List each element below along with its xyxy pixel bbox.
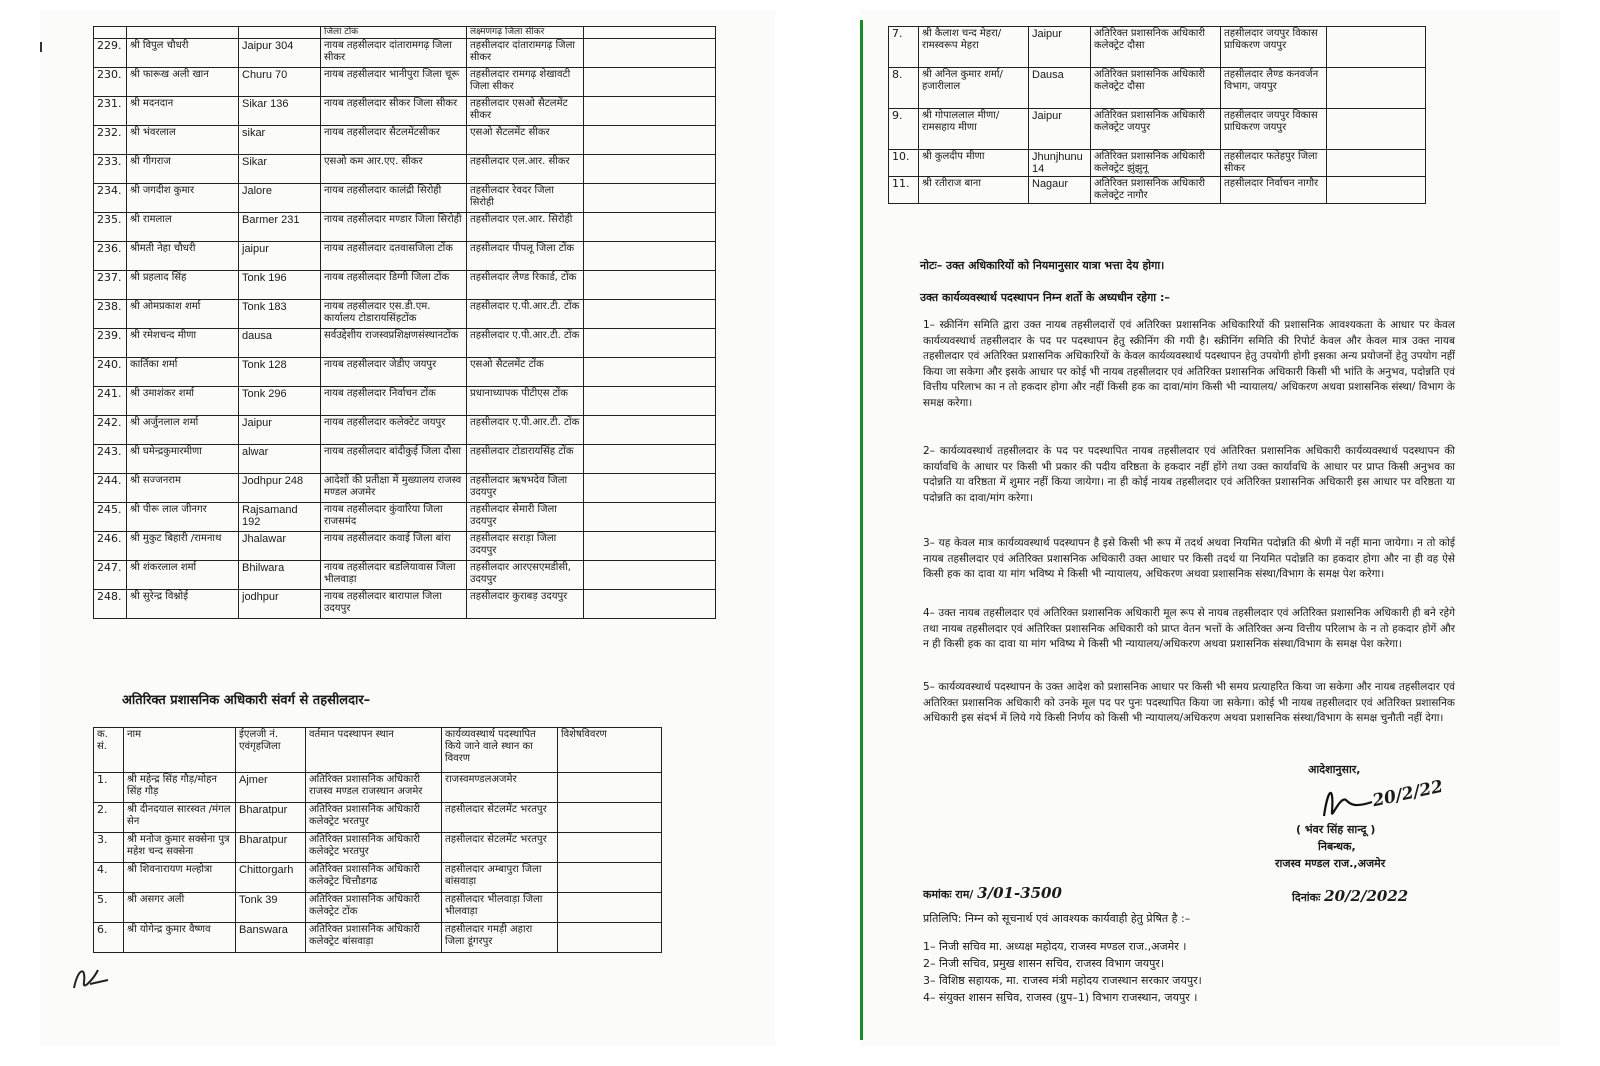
table-row	[94, 329, 716, 358]
cell-new: तहसीलदार फतेहपुर जिला सीकर	[1221, 150, 1327, 177]
table-row	[94, 184, 716, 213]
cell-name: श्री कुलदीप मीणा	[919, 150, 1029, 177]
condition-paragraph: 2– कार्यव्यवस्थार्थ तहसीलदार के पद पर पदस्थापित नायब तहसीलदार एवं अतिरिक्त प्रशासनिक अधिकारी कार्यव्यवस्थार्थ पदस्थापन की कार्यावधि के आधार पर किसी भी प्रकार की पदीय वरिष्ठता के हकदार नहीं होंगे तथा उक्त कार्यावधि के आधार पर प्राप्त किसी अनुभव का पदोन्नति या वरिष्ठता में शुमार नहीं किया जायेगा। ना ही कोई नायब तहसीलदार एवं अतिरिक्त प्रशासनिक अधिकारी इस आधार पर वरिष्ठता या पदोन्नति का दावा/मांग करेगा।	[923, 445, 1455, 504]
cell-sn: 229.	[94, 39, 127, 68]
signature-date: 20/2/22	[1370, 776, 1445, 812]
by-order-label: आदेशानुसार,	[1308, 763, 1361, 776]
cell-name: श्री असगर अली	[124, 893, 236, 923]
cell-sn: 234.	[94, 184, 127, 213]
table-row	[94, 773, 662, 803]
cell-new: तहसीलदार दांतारामगढ़ जिला सीकर	[467, 39, 584, 68]
cell-new: तहसीलदार सेटलमेंट भरतपुर	[442, 833, 558, 863]
cell-name: श्रीमती नेहा चौधरी	[127, 242, 239, 271]
cell-dist: Tonk 296	[239, 387, 321, 416]
table-row	[94, 532, 716, 561]
cell-name: कार्तिका शर्मा	[127, 358, 239, 387]
cell-dist: Jodhpur 248	[239, 474, 321, 503]
cell-new: तहसीलदार ऋषभदेव जिला उदयपुर	[467, 474, 584, 503]
cell-new: तहसीलदार कुराबड़ उदयपुर	[467, 590, 584, 619]
cell-sn: 239.	[94, 329, 127, 358]
cell-dist: Sikar 136	[239, 97, 321, 126]
cell-name: श्री रमेशचन्द मीणा	[127, 329, 239, 358]
cell-dist: Jalore	[239, 184, 321, 213]
copy-to-item: 2– निजी सचिव, प्रमुख शासन सचिव, राजस्व विभाग जयपुर।	[923, 957, 1165, 970]
cell-dist: sikar	[239, 126, 321, 155]
cell-current: नायब तहसीलदार कलेक्टेट जयपुर	[321, 416, 467, 445]
table-row	[94, 561, 716, 590]
cell-sn: 11.	[889, 177, 919, 204]
table-row	[94, 445, 716, 474]
cell-sn: 246.	[94, 532, 127, 561]
condition-paragraph: 1– स्क्रीनिंग समिति द्वारा उक्त नायब तहसीलदारों एवं अतिरिक्त प्रशासनिक अधिकारियों की प्रशासनिक आवश्यकता के आधार पर केवल कार्यव्यवस्थार्थ तहसीलदार के पद पर पदस्थापन हेतु स्क्रीनिंग की गयी है। स्क्रीनिंग समिति की रिपोर्ट केवल और केवल मात्र उक्त नायब तहसीलदार एवं अतिरिक्त प्रशासनिक अधिकारियों के केवल कार्यव्यवस्थार्थ पदस्थापन हेतु उपयोगी होगी इसका अन्य प्रयोजनों हेतु उपयोग नहीं किया जा सकेगा और इसके आधार पर कोई भी नायब तहसीलदार एवं अतिरिक्त प्रशासनिक अधिकारी किसी भी भांति के अनुभव, पदोन्नति एवं वित्तीय परिलाभ का न तो हकदार होगा और नहीं किसी हक का दावा/मांग किसी भी न्यायालय/ अधिकरण अथवा प्रशासनिक संस्था/ विभाग के समक्ष करेगा।	[923, 319, 1455, 409]
cell-remarks	[584, 39, 716, 68]
cell-dist: Sikar	[239, 155, 321, 184]
cell-sn: 235.	[94, 213, 127, 242]
cell-remarks	[584, 474, 716, 503]
cell-new: तहसीलदार ए.पी.आर.टी. टोंक	[467, 329, 584, 358]
cell-new: तहसीलदार गमड़ी अहारा जिला डूंगरपुर	[442, 923, 558, 953]
cell-current: आदेशों की प्रतीक्षा में मुख्यालय राजस्व मण्डल अजमेर	[321, 474, 467, 503]
cell-current: नायब तहसीलदार दतवासजिला टोंक	[321, 242, 467, 271]
cell-dist: Bhilwara	[239, 561, 321, 590]
cell-dist: Jaipur	[1029, 27, 1091, 68]
copy-to-item: 4– संयुक्त शासन सचिव, राजस्व (ग्रुप–1) विभाग राजस्थान, जयपुर ।	[923, 991, 1198, 1004]
cell-name: श्री जगदीश कुमार	[127, 184, 239, 213]
cell-remarks	[584, 329, 716, 358]
cell-dist: Tonk 183	[239, 300, 321, 329]
cell-sn: 247.	[94, 561, 127, 590]
cell-dist: Jaipur 304	[239, 39, 321, 68]
cell-current: नायब तहसीलदार भानीपुरा जिला चूरू	[321, 68, 467, 97]
cell-remarks	[1327, 27, 1426, 68]
cell-dist: Rajsamand 192	[239, 503, 321, 532]
cell-sn: 6.	[94, 923, 124, 953]
binder-mark	[40, 42, 42, 52]
cell-remarks	[584, 213, 716, 242]
cell-name: श्री मुकुट बिहारी /रामनाथ	[127, 532, 239, 561]
cell-new: तहसीलदार सेमारी जिला उदयपुर	[467, 503, 584, 532]
cell-name: श्री सज्जनराम	[127, 474, 239, 503]
table-row	[94, 155, 716, 184]
cell-remarks	[584, 242, 716, 271]
cell-name: श्री महेन्द्र सिंह गौड़/मोहन सिंह गौड़	[124, 773, 236, 803]
transfer-list-body	[94, 27, 716, 619]
cell-current: अतिरिक्त प्रशासनिक अधिकारी कलेक्ट्रेट भरतपुर	[306, 803, 442, 833]
signer-office: राजस्व मण्डल राज.,अजमेर	[1275, 857, 1386, 870]
table-cell: लक्ष्मणगढ़ जिला सीकर	[467, 27, 584, 39]
cell-new: तहसीलदार जयपुर विकास प्राधिकरण जयपुर	[1221, 27, 1327, 68]
signature	[1320, 782, 1380, 822]
section-heading: अतिरिक्त प्रशासनिक अधिकारी संवर्ग से तहसीलदार–	[122, 693, 371, 708]
cell-dist: Tonk 128	[239, 358, 321, 387]
table-row	[94, 416, 716, 445]
cell-new: तहसीलदार सेटलमेंट भरतपुर	[442, 803, 558, 833]
table-header-row	[94, 728, 662, 773]
cell-name: श्री प्रहलाद सिंह	[127, 271, 239, 300]
cell-sn: 236.	[94, 242, 127, 271]
cell-name: श्री रामलाल	[127, 213, 239, 242]
cell-new: तहसीलदार सराड़ा जिला उदयपुर	[467, 532, 584, 561]
cell-sn: 231.	[94, 97, 127, 126]
cell-name: श्री गीगराज	[127, 155, 239, 184]
cell-sn: 245.	[94, 503, 127, 532]
cell-new: तहसीलदार अम्बापुरा जिला बांसवाड़ा	[442, 863, 558, 893]
table-cell	[584, 27, 716, 39]
cell-name: श्री शंकरलाल शर्मा	[127, 561, 239, 590]
cell-current: एसओ कम आर.एए. सीकर	[321, 155, 467, 184]
table-row	[94, 97, 716, 126]
transfer-list-body	[889, 27, 1426, 204]
cell-name: श्री घमेन्द्रकुमारमीणा	[127, 445, 239, 474]
cell-sn: 242.	[94, 416, 127, 445]
table-row	[94, 474, 716, 503]
cell-sn: 10.	[889, 150, 919, 177]
cell-dist: Chittorgarh	[236, 863, 306, 893]
column-header: कार्यव्यवस्थार्थ पदस्थापित किये जाने वाले स्थान का विवरण	[442, 728, 558, 773]
cell-remarks	[584, 503, 716, 532]
cell-name: श्री अर्जुनलाल शर्मा	[127, 416, 239, 445]
cell-current: सर्वउद्देशीय राजस्वप्रशिक्षणसंस्थानटोंक	[321, 329, 467, 358]
cell-new: एसओ सैटलमेंट टोंक	[467, 358, 584, 387]
cell-remarks	[584, 358, 716, 387]
cell-name: श्री मदनदान	[127, 97, 239, 126]
table-row	[94, 893, 662, 923]
cell-current: अतिरिक्त प्रशासनिक अधिकारी कलेक्ट्रेट नागौर	[1091, 177, 1221, 204]
cell-remarks	[584, 445, 716, 474]
condition-paragraph: 4– उक्त नायब तहसीलदार एवं अतिरिक्त प्रशासनिक अधिकारी मूल रूप से नायब तहसीलदार एवं अतिरिक्त प्रशासनिक अधिकारी ही बने रहेगे तथा नायब तहसीलदार एवं अतिरिक्त प्रशासनिक अधिकारी को प्राप्त वेतन भत्तों के अतिरिक्त अन्य वित्तीय परिलाभ के न तो हकदार होगें और न ही किसी हक का दावा या मांग भविष्य मे किसी भी न्यायालय/अधिकरण अथवा प्रशासनिक संस्था/विभाग के समक्ष पेश करेगा।	[923, 607, 1455, 650]
table-row	[94, 213, 716, 242]
cell-current: अतिरिक्त प्रशासनिक अधिकारी कलेक्ट्रेट दौसा	[1091, 27, 1221, 68]
table-row	[889, 109, 1426, 150]
cell-dist: Banswara	[236, 923, 306, 953]
cell-dist: dausa	[239, 329, 321, 358]
cell-current: नायब तहसीलदार जेडीए जयपुर	[321, 358, 467, 387]
cell-name: श्री दीनदयाल सारस्वत /मंगल सेन	[124, 803, 236, 833]
table-row	[94, 271, 716, 300]
cell-name: श्री भंवरलाल	[127, 126, 239, 155]
cell-current: नायब तहसीलदार डिग्गी जिला टोंक	[321, 271, 467, 300]
cell-current: नायब तहसीलदार दांतारामगढ़ जिला सीकर	[321, 39, 467, 68]
cell-name: श्री ओमप्रकाश शर्मा	[127, 300, 239, 329]
cell-dist: alwar	[239, 445, 321, 474]
cell-remarks	[558, 863, 662, 893]
cell-dist: Jaipur	[239, 416, 321, 445]
cell-new: तहसीलदार ए.पी.आर.टी. टोंक	[467, 300, 584, 329]
column-header: ईएलजी नं. एवंगृहजिला	[236, 728, 306, 773]
cell-new: तहसीलदार रेवदर जिला सिरोही	[467, 184, 584, 213]
cell-current: अतिरिक्त प्रशासनिक अधिकारी कलेक्ट्रेट जयपुर	[1091, 109, 1221, 150]
cell-sn: 8.	[889, 68, 919, 109]
cell-new: तहसीलदार टोडारायसिंह टोंक	[467, 445, 584, 474]
table-row	[889, 177, 1426, 204]
cell-sn: 243.	[94, 445, 127, 474]
table-row	[94, 503, 716, 532]
cell-current: नायब तहसीलदार एस.डी.एम. कार्यालय टोडारायसिंहटोंक	[321, 300, 467, 329]
cell-name: श्री रतीराज बाना	[919, 177, 1029, 204]
cell-remarks	[584, 387, 716, 416]
cell-name: श्री शिवनारायण मल्होत्रा	[124, 863, 236, 893]
cell-current: अतिरिक्त प्रशासनिक अधिकारी कलेक्ट्रेट टोंक	[306, 893, 442, 923]
table-row	[94, 39, 716, 68]
cell-sn: 230.	[94, 68, 127, 97]
reference-value: 3/01-3500	[977, 884, 1062, 902]
copy-to-item: 3– विशिष्ठ सहायक, मा. राजस्व मंत्री महोदय राजस्थान सरकार जयपुर।	[923, 974, 1202, 987]
cell-new: तहसीलदार जयपुर विकास प्राधिकरण जयपुर	[1221, 109, 1327, 150]
column-header: नाम	[124, 728, 236, 773]
transfer-list-body	[94, 773, 662, 953]
column-header: वर्तमान पदस्थापन स्थान	[306, 728, 442, 773]
table-cell	[127, 27, 239, 39]
table-row	[94, 833, 662, 863]
cell-new: तहसीलदार निर्वाचन नागौर	[1221, 177, 1327, 204]
transfer-list-aao	[93, 727, 662, 953]
cell-dist: Barmer 231	[239, 213, 321, 242]
cell-remarks	[584, 68, 716, 97]
cell-new: तहसीलदार रामगढ़ शेखावटी जिला सीकर	[467, 68, 584, 97]
table-cell: जिला टोंक	[321, 27, 467, 39]
cell-sn: 240.	[94, 358, 127, 387]
cell-remarks	[584, 97, 716, 126]
condition-paragraph: 5– कार्यव्यवस्थार्थ पदस्थापन के उक्त आदेश को प्रशासनिक आधार पर किसी भी समय प्रत्याहरित किया जा सकेगा और नायब तहसीलदार एवं अतिरिक्त प्रशासनिक अधिकारी को उनके मूल पद पर पुनः पदस्थापित किया जा सकेगा। कोई भी नायब तहसीलदार एवं अतिरिक्त प्रशासनिक अधिकारी इस संदर्भ में लिये गये किसी निर्णय को किसी भी न्यायालय/अधिकरण अथवा प्रशासनिक संस्था/विभाग के समक्ष चुनौती नहीं देगा।	[923, 681, 1455, 724]
cell-new: राजस्वमण्डलअजमेर	[442, 773, 558, 803]
cell-name: श्री गोपाललाल मीणा/रामसहाय मीणा	[919, 109, 1029, 150]
reference-label: कमांकः राम/	[923, 888, 974, 901]
cell-current: नायब तहसीलदार निर्वाचन टोंक	[321, 387, 467, 416]
cell-remarks	[558, 803, 662, 833]
cell-name: श्री अनिल कुमार शर्मा/हजारीलाल	[919, 68, 1029, 109]
cell-remarks	[584, 126, 716, 155]
cell-new: तहसीलदार एसओ सैटलमेंट सीकर	[467, 97, 584, 126]
cell-new: एसओ सैटलमेंट सीकर	[467, 126, 584, 155]
transfer-list-naib-tehsildar	[93, 26, 716, 619]
table-row	[889, 27, 1426, 68]
cell-sn: 244.	[94, 474, 127, 503]
cell-remarks	[1327, 109, 1426, 150]
cell-dist: Ajmer	[236, 773, 306, 803]
cell-remarks	[584, 416, 716, 445]
cell-dist: Bharatpur	[236, 803, 306, 833]
table-row	[94, 803, 662, 833]
cell-new: तहसीलदार ए.पी.आर.टी. टोंक	[467, 416, 584, 445]
cell-remarks	[1327, 177, 1426, 204]
cell-current: अतिरिक्त प्रशासनिक अधिकारी कलेक्ट्रेट झुंझुनू	[1091, 150, 1221, 177]
cell-dist: Jhalawar	[239, 532, 321, 561]
cell-remarks	[584, 155, 716, 184]
table-row	[94, 863, 662, 893]
table-row	[94, 358, 716, 387]
cell-new: प्रधानाध्यापक पीटीएस टोंक	[467, 387, 584, 416]
cell-sn: 7.	[889, 27, 919, 68]
table-row	[94, 300, 716, 329]
cell-sn: 237.	[94, 271, 127, 300]
cell-current: अतिरिक्त प्रशासनिक अधिकारी राजस्व मण्डल राजस्थान अजमेर	[306, 773, 442, 803]
cell-sn: 2.	[94, 803, 124, 833]
cell-current: नायब तहसीलदार कुंवारिया जिला राजसमंद	[321, 503, 467, 532]
table-row	[94, 68, 716, 97]
column-header: विशेषविवरण	[558, 728, 662, 773]
cell-sn: 248.	[94, 590, 127, 619]
conditions-title: उक्त कार्यव्यवस्थार्थ पदस्थापन निम्न शर्तो के अध्यधीन रहेगा :–	[920, 291, 1170, 304]
cell-remarks	[584, 184, 716, 213]
cell-current: नायब तहसीलदार सैटलमेंटसीकर	[321, 126, 467, 155]
cell-dist: Jhunjhunu 14	[1029, 150, 1091, 177]
column-header: क. सं.	[94, 728, 124, 773]
condition-paragraph: 3– यह केवल मात्र कार्यव्यवस्थार्थ पदस्थापन है इसे किसी भी रूप में तदर्थ अथवा नियमित पदोन्नति की श्रेणी में नहीं माना जायेगा। न तो कोई नायब तहसीलदार एवं अतिरिक्त प्रशासनिक अधिकारी उक्त आधार पर किसी तदर्थ या नियमित पदोन्नति का हकदार होगा और ना ही वह ऐसे किसी हक का दावा या मांग भविष्य मे किसी भी न्यायालय, अधिकरण अथवा प्रशासनिक संस्था/विभाग के समक्ष पेश करेगा।	[923, 537, 1455, 580]
table-cell	[239, 27, 321, 39]
cell-sn: 241.	[94, 387, 127, 416]
cell-dist: Jaipur	[1029, 109, 1091, 150]
table-row	[94, 126, 716, 155]
cell-remarks	[584, 271, 716, 300]
cell-sn: 232.	[94, 126, 127, 155]
cell-sn: 233.	[94, 155, 127, 184]
cell-remarks	[584, 561, 716, 590]
cell-current: नायब तहसीलदार बारापाल जिला उदयपुर	[321, 590, 467, 619]
cell-name: श्री विपुल चौधरी	[127, 39, 239, 68]
cell-new: तहसीलदार एल.आर. सिरोही	[467, 213, 584, 242]
cell-new: तहसीलदार आरएसएमडीसी, उदयपुर	[467, 561, 584, 590]
page-gutter	[860, 20, 863, 1040]
cell-current: अतिरिक्त प्रशासनिक अधिकारी कलेक्ट्रेट दौसा	[1091, 68, 1221, 109]
cell-remarks	[558, 773, 662, 803]
table-row	[94, 590, 716, 619]
cell-new: तहसीलदार एल.आर. सीकर	[467, 155, 584, 184]
cell-name: श्री उमाशंकर शर्मा	[127, 387, 239, 416]
cell-remarks	[1327, 150, 1426, 177]
cell-name: श्री सुरेन्द्र विश्नोई	[127, 590, 239, 619]
table-row	[94, 923, 662, 953]
table-row	[94, 387, 716, 416]
cell-sn: 9.	[889, 109, 919, 150]
cell-current: नायब तहसीलदार कवाई जिला बांरा	[321, 532, 467, 561]
cell-new: तहसीलदार भीलवाड़ा जिला भीलवाड़ा	[442, 893, 558, 923]
cell-dist: jodhpur	[239, 590, 321, 619]
cell-name: श्री योगेन्द्र कुमार वैष्णव	[124, 923, 236, 953]
cell-remarks	[584, 300, 716, 329]
cell-name: श्री मनोज कुमार सक्सेना पुत्र महेश चन्द सक्सेना	[124, 833, 236, 863]
table-row	[889, 68, 1426, 109]
cell-remarks	[584, 590, 716, 619]
cell-new: तहसीलदार पीपलू जिला टोंक	[467, 242, 584, 271]
cell-sn: 5.	[94, 893, 124, 923]
cell-current: अतिरिक्त प्रशासनिक अधिकारी कलेक्ट्रेट चित्तौडगढ	[306, 863, 442, 893]
cell-dist: Nagaur	[1029, 177, 1091, 204]
document-date	[1292, 888, 1408, 906]
date-value: 20/2/2022	[1324, 887, 1409, 905]
cell-current: नायब तहसीलदार बडलियावास जिला भीलवाड़ा	[321, 561, 467, 590]
cell-remarks	[558, 893, 662, 923]
cell-current: नायब तहसीलदार बांदीकुई जिला दौसा	[321, 445, 467, 474]
handwritten-initial	[68, 958, 118, 998]
cell-remarks	[558, 923, 662, 953]
table-row	[94, 27, 716, 39]
cell-new: तहसीलदार लैण्ड रिकार्ड, टोंक	[467, 271, 584, 300]
reference-number	[923, 885, 1062, 903]
transfer-list-aao-continued	[888, 26, 1426, 204]
cell-sn: 4.	[94, 863, 124, 893]
cell-current: नायब तहसीलदार कालंद्री सिरोही	[321, 184, 467, 213]
table-row	[94, 242, 716, 271]
cell-sn: 1.	[94, 773, 124, 803]
cell-remarks	[584, 532, 716, 561]
table-row	[889, 150, 1426, 177]
cell-sn: 3.	[94, 833, 124, 863]
cell-sn: 238.	[94, 300, 127, 329]
cell-name: श्री पीरू लाल जीनगर	[127, 503, 239, 532]
copy-to-intro: प्रतिलिपि: निम्न को सूचनार्थ एवं आवश्यक कार्यवाही हेतु प्रेषित है :–	[923, 912, 1191, 925]
cell-dist: Bharatpur	[236, 833, 306, 863]
cell-dist: jaipur	[239, 242, 321, 271]
travel-allowance-note: नोटः– उक्त अधिकारियों को नियमानुसार यात्रा भत्ता देय होगा।	[920, 259, 1165, 272]
cell-name: श्री कैलाश चन्द मेहरा/रामस्वरूप मेहरा	[919, 27, 1029, 68]
cell-new: तहसीलदार लैण्ड कनवर्जन विभाग, जयपुर	[1221, 68, 1327, 109]
cell-current: नायब तहसीलदार मण्डार जिला सिरोही	[321, 213, 467, 242]
signer-name: ( भंवर सिंह सान्दू )	[1296, 823, 1376, 836]
date-label: दिनांकः	[1292, 891, 1321, 904]
cell-remarks	[1327, 68, 1426, 109]
signer-designation: निबन्धक,	[1318, 840, 1356, 853]
cell-current: नायब तहसीलदार सीकर जिला सीकर	[321, 97, 467, 126]
cell-dist: Churu 70	[239, 68, 321, 97]
cell-dist: Tonk 196	[239, 271, 321, 300]
cell-dist: Dausa	[1029, 68, 1091, 109]
cell-name: श्री फारूख अली खान	[127, 68, 239, 97]
cell-remarks	[558, 833, 662, 863]
table-cell	[94, 27, 127, 39]
cell-dist: Tonk 39	[236, 893, 306, 923]
cell-current: अतिरिक्त प्रशासनिक अधिकारी कलेक्ट्रेट भरतपुर	[306, 833, 442, 863]
cell-current: अतिरिक्त प्रशासनिक अधिकारी कलेक्ट्रेट बांसवाड़ा	[306, 923, 442, 953]
copy-to-item: 1– निजी सचिव मा. अध्यक्ष महोदय, राजस्व मण्डल राज.,अजमेर ।	[923, 940, 1187, 953]
